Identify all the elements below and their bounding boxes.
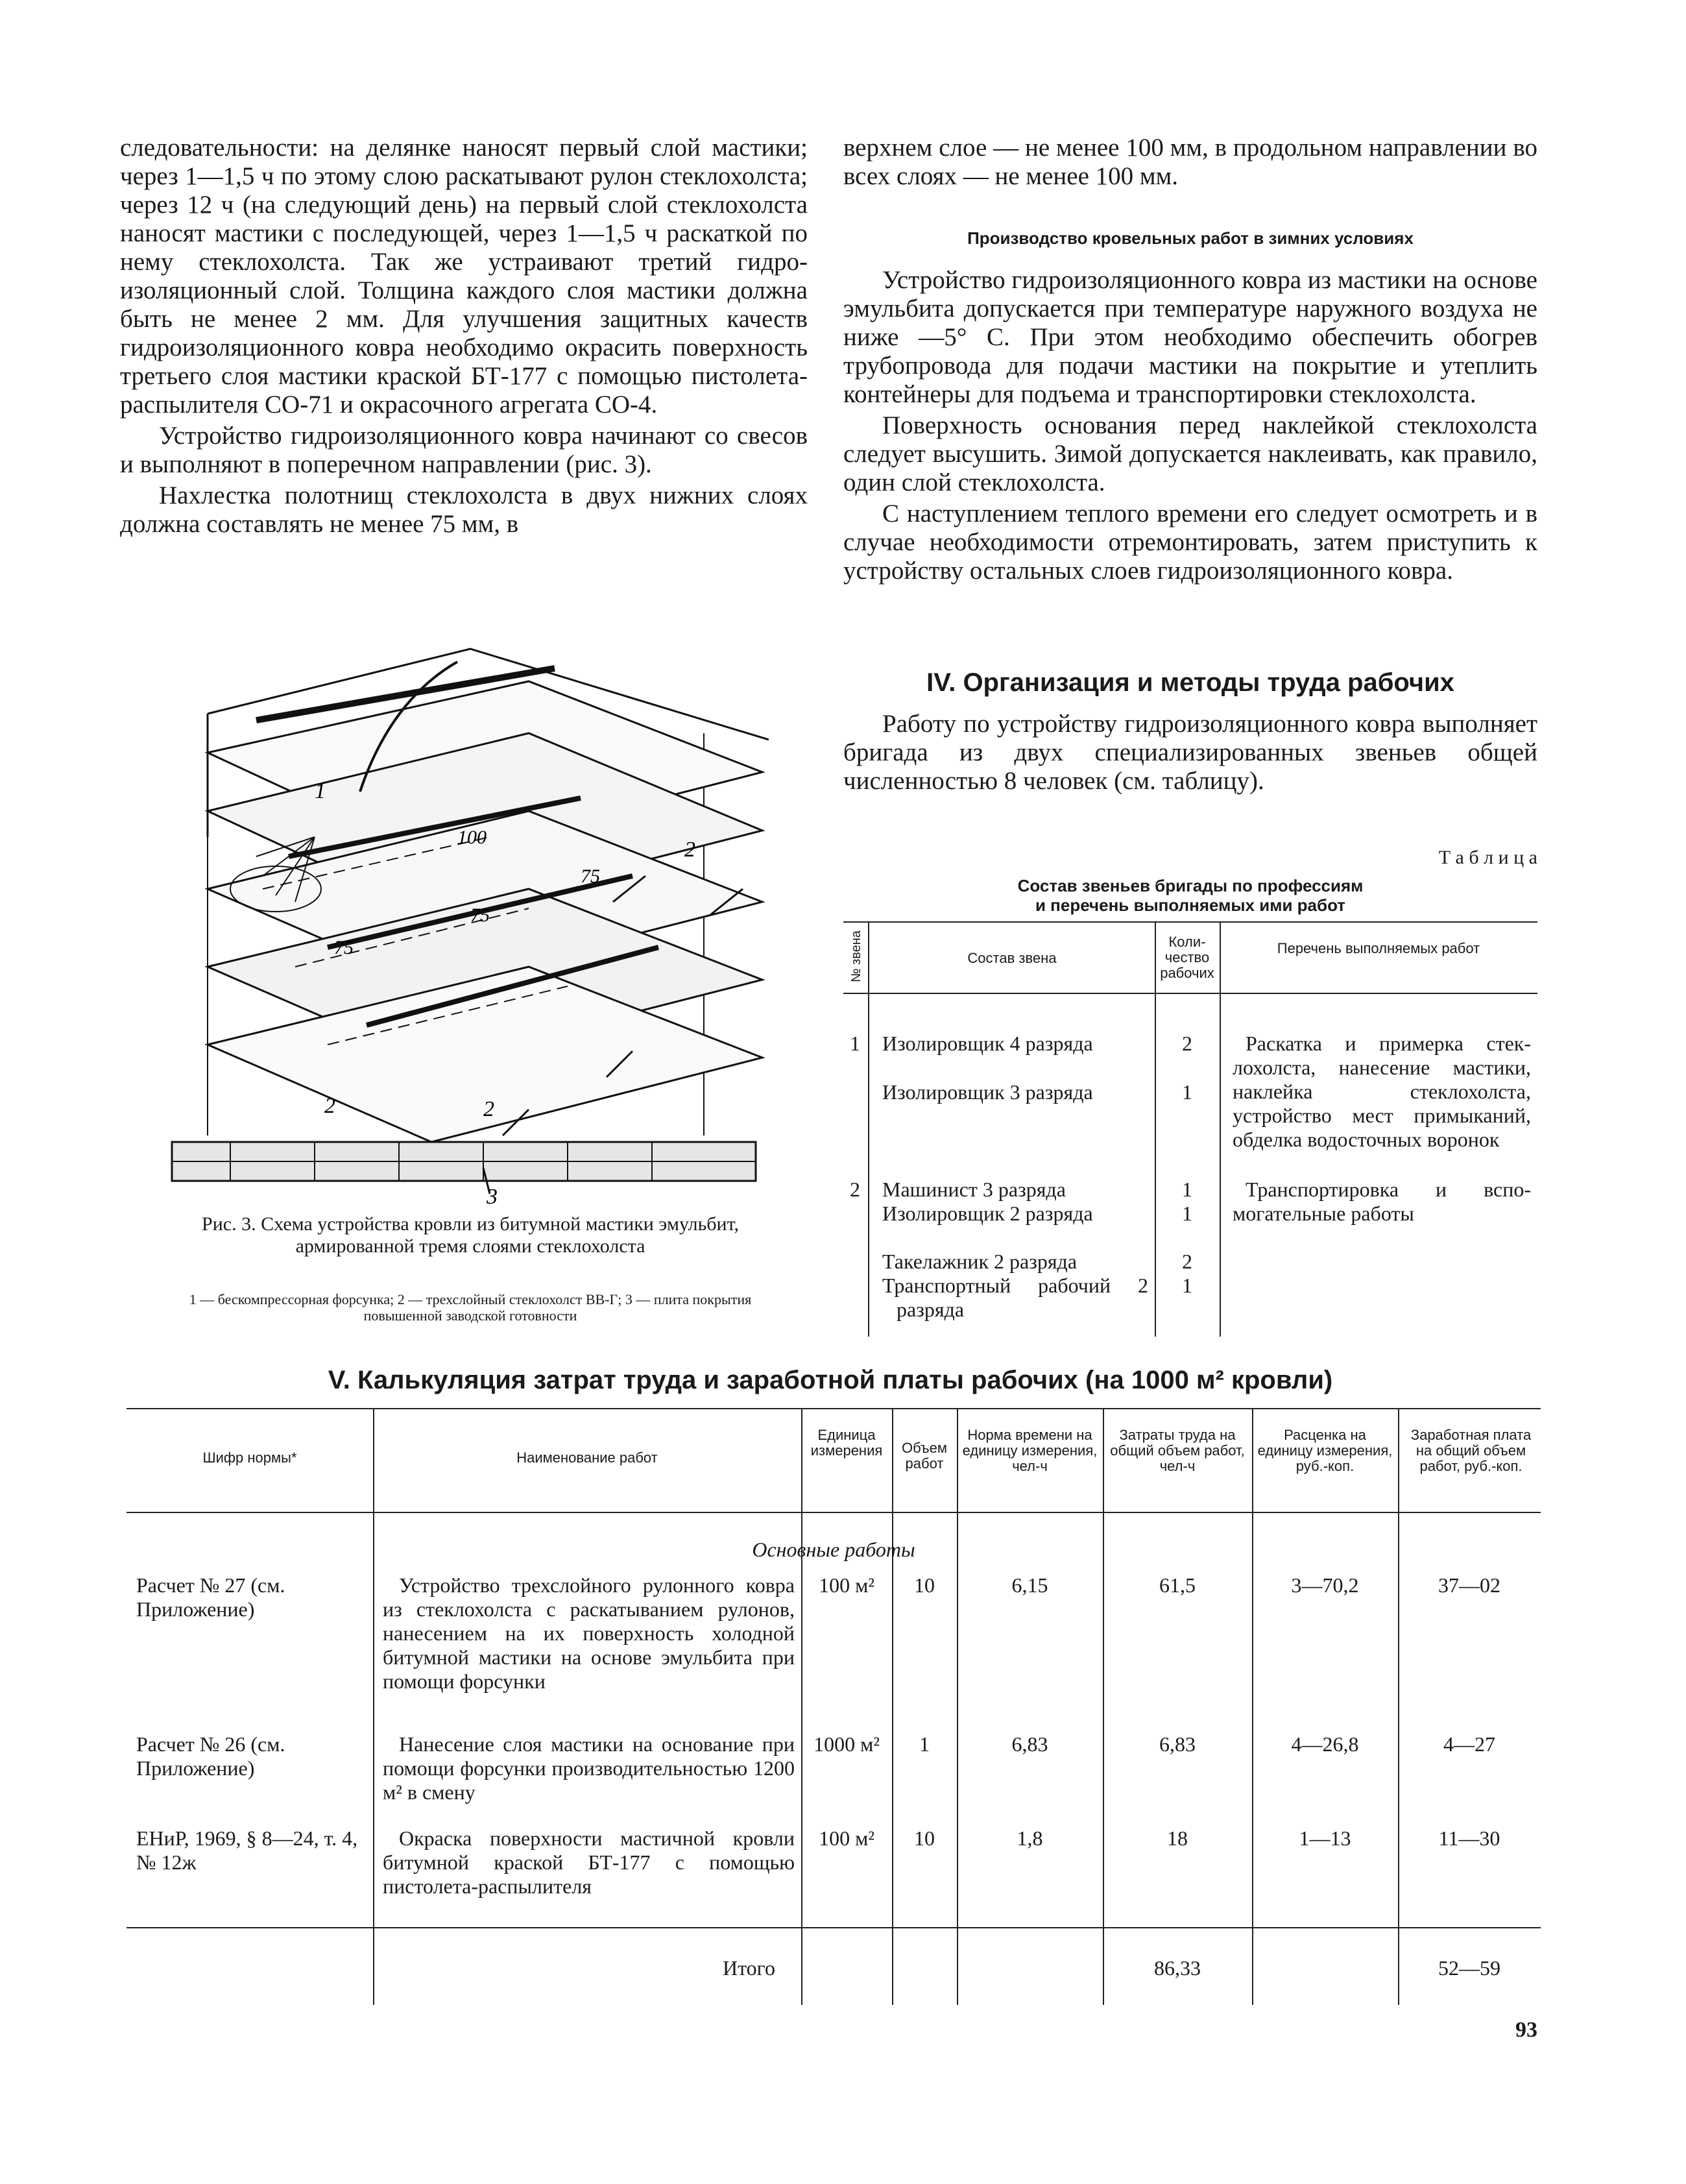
section5-heading: V. Калькуляция затрат труда и заработной платы рабочих (на 1000 м² кровли) <box>328 1366 1333 1394</box>
paragraph: Нахлестка полотнищ стеклохолста в двух нижних слоях должна составлять не менее 75 мм, в <box>120 481 808 538</box>
section4-heading: IV. Организация и методы труда рабочих <box>926 668 1454 697</box>
member-count: 1 <box>1182 1274 1192 1297</box>
paragraph: Устройство гидроизоляционного ковра начинают со свесов и выполняют в поперечном направлении (рис. 3). <box>120 422 808 478</box>
labor: 6,83 <box>1159 1732 1196 1756</box>
labor: 18 <box>1167 1826 1188 1850</box>
paragraph: Устройство гидроизоляционного ковра из мастики на основе эмульбита допускается при температуре наружного воздуха не ниже —5° С. При этом необходимо обеспечить обогрев трубопровода для подачи мастики на покрытие и утеплить контейнеры для подъема и транспортировки стеклохолста. <box>843 266 1537 408</box>
figure-label: 75 <box>470 904 490 926</box>
paragraph: верхнем слое — не менее 100 мм, в продольном направлении во всех слоях — не менее 100 мм. <box>843 134 1537 190</box>
winter-heading: Производство кровельных работ в зимних условиях <box>967 228 1414 248</box>
norm-code: ЕНиР, 1969, § 8—24, т. 4, № 12ж <box>136 1826 358 1874</box>
header-count: Количество рабочих <box>1160 934 1214 981</box>
winter-text <box>843 266 1537 588</box>
member-name: Изолировщик 3 разряда <box>882 1080 1093 1104</box>
member-count: 2 <box>1182 1032 1192 1055</box>
paragraph: Поверхность основания перед наклейкой стеклохолста следует высушить. Зимой допускается наклеивать, как правило, один слой стеклохолста. <box>843 411 1537 496</box>
header-unit: Единица измерения <box>810 1427 883 1459</box>
roof-figure <box>165 642 769 1207</box>
member-name: Транспортный рабочий 2 разряда <box>882 1274 1148 1321</box>
member-name: Изолировщик 2 разряда <box>882 1202 1093 1225</box>
member-count: 1 <box>1182 1202 1192 1225</box>
paragraph: Работу по устройству гидроизоляционного ковра выполняет бригада из двух специализированных звеньев общей численностью 8 человек (см. таблицу). <box>843 710 1537 795</box>
calc-table <box>126 1408 1541 2005</box>
volume: 1 <box>919 1732 930 1756</box>
member-name: Изолировщик 4 разряда <box>882 1032 1093 1055</box>
unit-number: 2 <box>850 1178 860 1201</box>
rate: 4—26,8 <box>1291 1732 1359 1756</box>
figure-label: 2 <box>684 838 695 862</box>
total-wage: 52—59 <box>1438 1956 1500 1980</box>
header-wage: Заработная плата на общий объем работ, руб.-коп. <box>1410 1427 1532 1474</box>
header-composition: Состав звена <box>967 950 1057 966</box>
figure-label: 75 <box>581 866 600 887</box>
table-label: Т а б л и ц а <box>1438 847 1537 868</box>
section4-text <box>843 710 1537 798</box>
rate: 3—70,2 <box>1291 1573 1359 1597</box>
crew-table <box>843 921 1537 1337</box>
page-number: 93 <box>1515 2018 1537 2042</box>
norm-code: Расчет № 27 (см. Приложение) <box>136 1573 285 1621</box>
wage: 37—02 <box>1438 1573 1500 1597</box>
member-name: Машинист 3 разряда <box>882 1178 1066 1201</box>
header-unit: № звена <box>849 930 863 982</box>
header-name: Наименование работ <box>516 1450 658 1466</box>
figure-legend: 1 — бескомпрессорная форсунка; 2 — трехслойный стеклохолст ВВ-Г; 3 — плита покрытия повышенной заводской готовности <box>189 1291 752 1324</box>
paragraph: следовательности: на делянке наносят первый слой мастики; через 1—1,5 ч по этому слою раскатывают рулон стеклохолста; через 12 ч (на следующий день) на первый слой стеклохолста наносят мастики с последующей, через 1—1,5 ч раскаткой по нему стеклохолста. Так же устраивают третий гидроизоляционный слой. Толщина каждого слоя мастики должна быть не менее 2 мм. Для улучшения защитных качеств гидроизоляционного ковра необходимо окрасить поверхность третьего слоя мастики краской БТ-177 с помощью пистолета-распылителя СО-71 и окрасочного агрегата СО-4. <box>120 134 808 419</box>
member-count: 2 <box>1182 1250 1192 1273</box>
figure-label: 100 <box>457 827 487 848</box>
figure-label: 1 <box>315 779 326 803</box>
unit-number: 1 <box>850 1032 860 1055</box>
header-works: Перечень выполняемых работ <box>1277 940 1480 956</box>
right-column-text <box>843 134 1537 193</box>
works-list: Раскатка и примерка стеклохолста, нанесение мастики, наклейка стеклохолста, устройство мест примыканий, обделка водосточных воронок <box>1233 1032 1531 1151</box>
header-norm: Норма времени на единицу измерения, чел-ч <box>962 1427 1098 1474</box>
group-label: Основные работы <box>752 1538 915 1561</box>
work-name: Устройство трехслойного рулонного ковра из стеклохолста с раскатыванием рулонов, нанесением на их поверхность холодной битумной мастики на основе эмульбита при помощи форсунки <box>383 1573 795 1693</box>
works-list: Транспортировка и вспомогательные работы <box>1233 1178 1531 1225</box>
unit: 100 м² <box>819 1573 874 1597</box>
norm: 6,15 <box>1011 1573 1048 1597</box>
labor: 61,5 <box>1159 1573 1196 1597</box>
wage: 4—27 <box>1443 1732 1495 1756</box>
norm: 6,83 <box>1011 1732 1048 1756</box>
header-volume: Объем работ <box>901 1440 948 1472</box>
unit: 100 м² <box>819 1826 874 1850</box>
work-name: Окраска поверхности мастичной кровли битумной краской БТ-177 с помощью пистолета-распылителя <box>383 1826 795 1898</box>
rate: 1—13 <box>1299 1826 1351 1850</box>
figure-label: 75 <box>334 937 354 958</box>
header-labor: Затраты труда на общий объем работ, чел-ч <box>1110 1427 1245 1474</box>
total-label: Итого <box>723 1956 775 1980</box>
figure-caption: Рис. 3. Схема устройства кровли из битумной мастики эмульбит, армированной тремя слоями стеклохолста <box>202 1213 739 1257</box>
member-count: 1 <box>1182 1178 1192 1201</box>
unit: 1000 м² <box>813 1732 880 1756</box>
member-count: 1 <box>1182 1080 1192 1104</box>
member-name: Такелажник 2 разряда <box>882 1250 1078 1273</box>
left-column-text <box>120 134 808 541</box>
figure-label: 3 <box>487 1185 498 1207</box>
wage: 11—30 <box>1438 1826 1500 1850</box>
work-name: Нанесение слоя мастики на основание при помощи форсунки производительностью 1200 м² в смену <box>383 1732 795 1804</box>
figure-label: 2 <box>483 1097 494 1121</box>
crew-table-title: Состав звеньев бригады по профессиям и перечень выполняемых ими работ <box>1017 876 1364 915</box>
volume: 10 <box>914 1573 935 1597</box>
header-rate: Расценка на единицу измерения, руб.-коп. <box>1257 1427 1393 1474</box>
norm-code: Расчет № 26 (см. Приложение) <box>136 1732 285 1780</box>
volume: 10 <box>914 1826 935 1850</box>
header-code: Шифр нормы* <box>202 1450 297 1466</box>
norm: 1,8 <box>1017 1826 1043 1850</box>
paragraph: С наступлением теплого времени его следует осмотреть и в случае необходимости отремонтировать, затем приступить к устройству остальных слоев гидроизоляционного ковра. <box>843 500 1537 585</box>
total-labor: 86,33 <box>1154 1956 1201 1980</box>
figure-label: 2 <box>324 1094 335 1118</box>
